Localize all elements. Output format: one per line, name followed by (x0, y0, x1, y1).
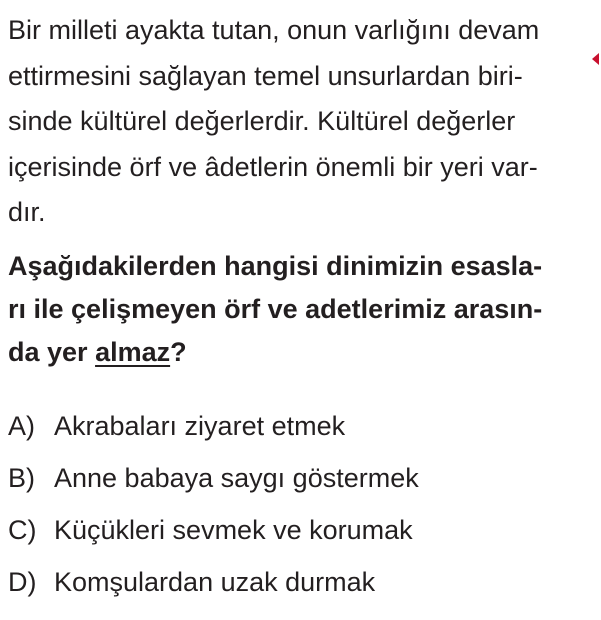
question-line: Aşağıdakilerden hangisi dinimizin esasla- (8, 251, 543, 281)
option-b[interactable] (8, 452, 598, 504)
question-stem (8, 245, 598, 374)
passage-line: dır. (8, 197, 46, 227)
margin-marker-icon (592, 53, 599, 65)
option-letter: D) (8, 567, 37, 597)
passage-line: Bir milleti ayakta tutan, onun varlığını devam (8, 15, 540, 45)
option-text: Anne babaya saygı göstermek (54, 463, 419, 493)
question-mark: ? (170, 337, 187, 367)
option-text: Komşulardan uzak durmak (54, 567, 376, 597)
emphasized-word: almaz (95, 337, 171, 367)
option-a[interactable] (8, 400, 598, 452)
option-c[interactable] (8, 504, 598, 556)
option-letter: C) (8, 515, 37, 545)
question-line (8, 331, 598, 374)
passage-line: sinde kültürel değerlerdir. Kültürel değerler (8, 106, 516, 136)
passage-line: içerisinde örf ve âdetlerin önemli bir yeri var- (8, 151, 538, 182)
question-line-prefix: da yer (8, 337, 96, 367)
answer-options (8, 400, 598, 608)
option-text: Akrabaları ziyaret etmek (54, 411, 346, 441)
passage-line: ettirmesini sağlayan temel unsurlardan biri- (8, 60, 523, 91)
option-text: Küçükleri sevmek ve korumak (54, 515, 413, 545)
question-line: rı ile çelişmeyen örf ve adetlerimiz arasın- (8, 294, 543, 324)
passage-paragraph (8, 8, 598, 236)
option-letter: A) (8, 411, 35, 441)
option-d[interactable] (8, 556, 598, 608)
option-letter: B) (8, 463, 35, 493)
